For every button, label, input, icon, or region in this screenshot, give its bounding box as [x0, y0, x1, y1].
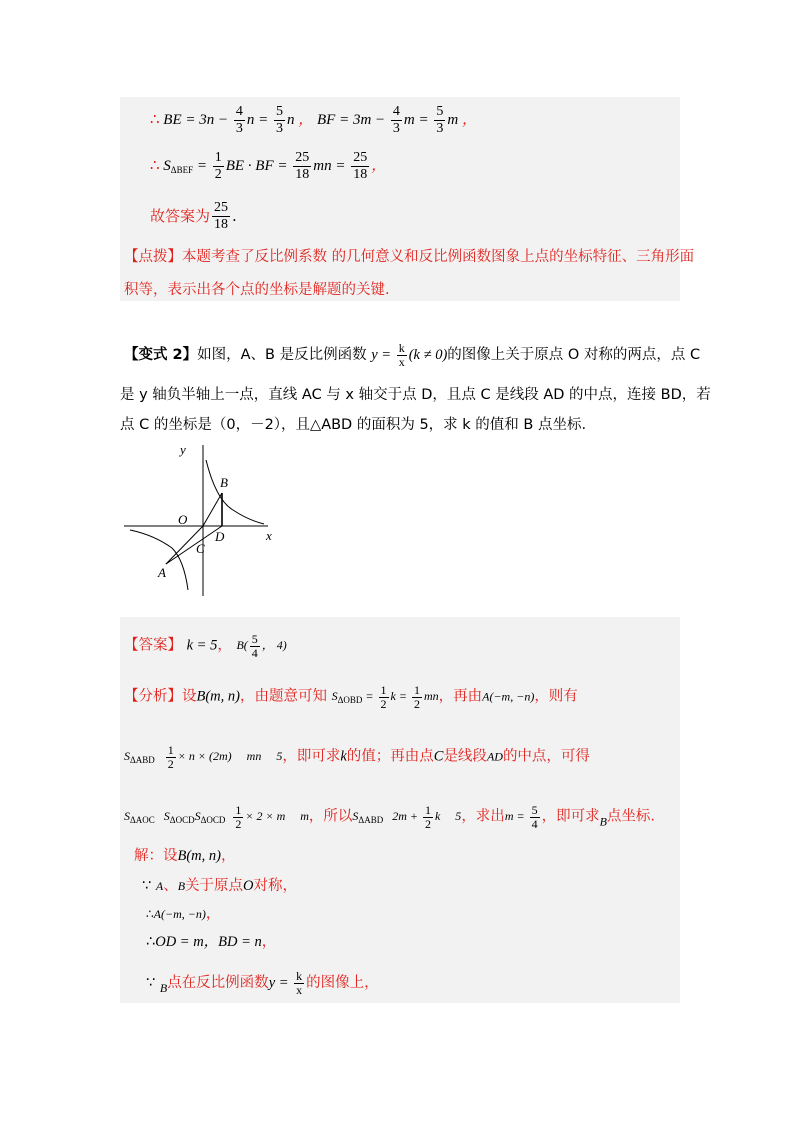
problem-line-2: 是 y 轴负半轴上一点，直线 AC 与 x 轴交于点 D，且点 C 是线段 AD 的中点，连接 BD，若	[120, 387, 711, 403]
answer-label: 【答案】	[124, 637, 182, 654]
solution-step-5: ∵ $_B$点在反比例函数y = $\frac{k}{x}$ 的图像上，	[146, 969, 379, 997]
label-o: O	[178, 512, 188, 527]
problem-line-3: 点 C 的坐标是（0，－2），且△ABD 的面积为 5，求 k 的值和 B 点坐标.	[120, 417, 587, 433]
fraction: $\frac{5}{4}$	[251, 632, 258, 660]
analysis-label: 【分析】	[124, 688, 182, 705]
problem-label: 【变式 2】	[124, 346, 198, 363]
label-y: y	[180, 442, 186, 457]
label-a: A	[158, 565, 166, 580]
fraction: $\frac{5}{3}$	[436, 104, 444, 136]
solution-step-2: ∵ A、B关于原点O对称，	[142, 878, 298, 894]
fraction: $\frac{25}{18}$	[295, 150, 310, 182]
tip-line-2: 积等，表示出各个点的坐标是解题的关键.	[124, 282, 390, 298]
analysis-line-2: $S_{\Delta ABD}$ $\frac{1}{2}$ × n × (2m) mn 5，即可求k的值；再由点C是线段AD的中点，可得	[124, 743, 590, 771]
solution-line-area: ∴ $S_{\Delta BEF}$ = $\frac{1}{2}$ BE · BF = $\frac{25}{18}$ mn = $\frac{25}{18}$ ，	[150, 150, 387, 182]
fraction: $\frac{5}{3}$	[276, 104, 283, 136]
fraction: $\frac{1}{2}$	[413, 683, 420, 711]
problem-figure	[118, 440, 288, 600]
segment-ob	[203, 493, 222, 526]
tip-label: 【点拨】	[124, 249, 182, 265]
fraction: $\frac{5}{4}$	[531, 803, 538, 831]
hyperbola-branch-q3	[130, 530, 188, 590]
label-c: C	[196, 541, 205, 556]
answer-statement: 故答案为 $\frac{25}{18}$ .	[150, 200, 237, 232]
tip-line-1: 【点拨】本题考查了反比例系数 的几何意义和反比例函数图象上点的坐标特征、三角形面	[124, 249, 695, 265]
solution-step-1: 解：设B(m, n)，	[134, 848, 236, 864]
segment-ad	[166, 526, 222, 564]
fraction: $\frac{k}{x}$	[296, 969, 303, 997]
analysis-line-1: 【分析】设B(m, n)，由题意可知 $S_{\Delta OBD}$ = $\frac{1}{2}$ k = $\frac{1}{2}$ mn，再由A(−m, −n)，则有	[124, 683, 578, 711]
solution-step-4: ∴OD = m，BD = n，	[146, 934, 277, 950]
analysis-line-3: $S_{\Delta AOC}$ $S_{\Delta OCD}S_{\Delta OCD}$ $\frac{1}{2}$ × 2 × m m，所以$S_{\Delta ABD}$ 2m + $\frac{1}{2}$ k 5，求出m = $\frac{5}{4}$ ，即可求$_B$点坐标.	[124, 803, 656, 831]
hyperbola-branch-q1	[206, 460, 264, 524]
label-b: B	[220, 475, 228, 490]
fraction: $\frac{25}{18}$	[214, 200, 229, 232]
fraction: $\frac{1}{2}$	[167, 743, 174, 771]
fraction: $\frac{1}{2}$	[235, 803, 242, 831]
label-d: D	[215, 529, 225, 544]
solution-line-be-bf: ∴ BE = 3n − $\frac{4}{3}$ n = $\frac{5}{3}$ n ， BF = 3m − $\frac{4}{3}$ m = $\frac{5}{3}$ m ，	[150, 104, 477, 136]
fraction: $\frac{4}{3}$	[392, 104, 400, 136]
fraction: $\frac{25}{18}$	[353, 150, 368, 182]
fraction: $\frac{1}{2}$	[214, 150, 222, 182]
solution-step-3: ∴A(−m, −n)，	[146, 906, 221, 922]
answer-line: 【答案】 k = 5， B( $\frac{5}{4}$ ， 4)	[124, 632, 287, 660]
label-x: x	[266, 528, 272, 543]
problem-line-1: 【变式 2】如图，A、B 是反比例函数 y = $\frac{k}{x}$ (k ≠ 0)的图像上关于原点 O 对称的两点，点 C	[124, 341, 701, 369]
fraction: $\frac{k}{x}$	[398, 341, 405, 369]
fraction: $\frac{1}{2}$	[424, 803, 431, 831]
fraction: $\frac{4}{3}$	[235, 104, 243, 136]
fraction: $\frac{1}{2}$	[380, 683, 387, 711]
